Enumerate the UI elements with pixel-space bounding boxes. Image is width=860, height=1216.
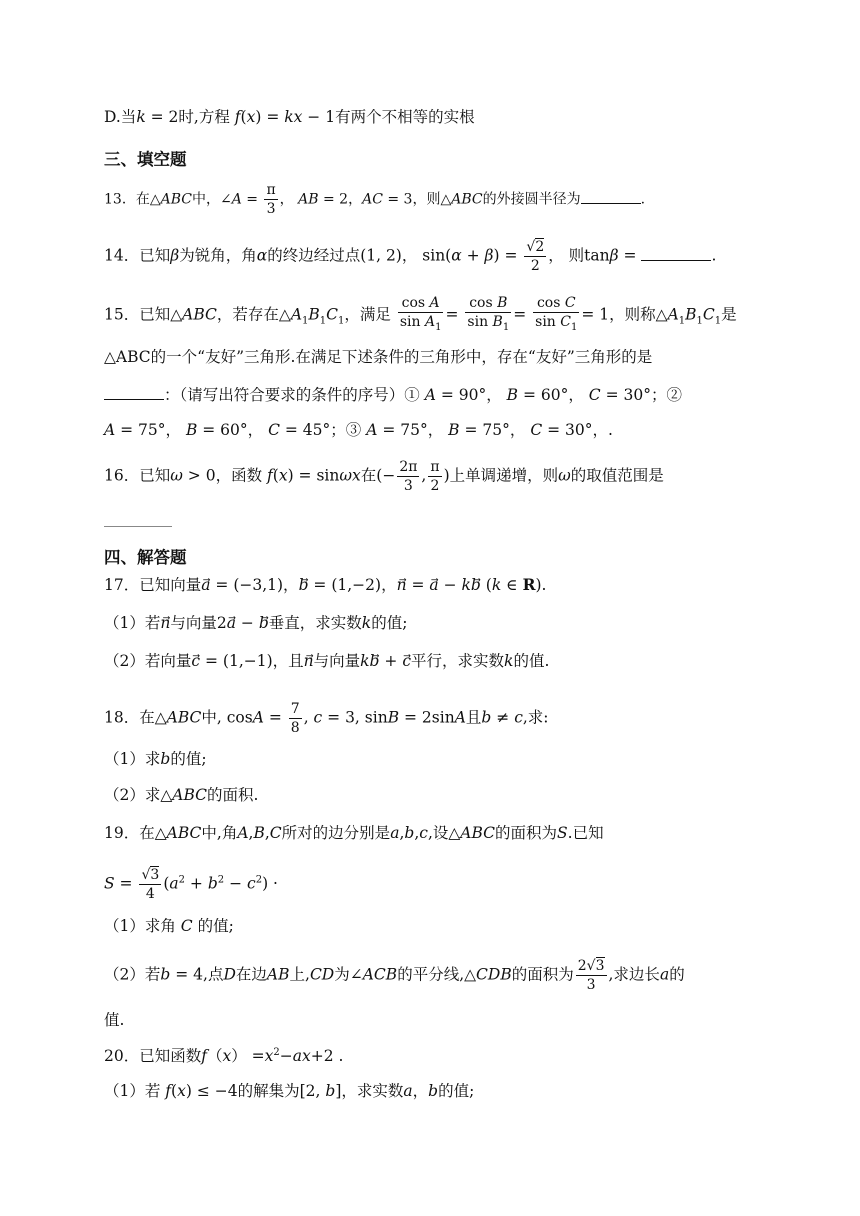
question-19-part-2-end: 值. xyxy=(104,1011,125,1029)
question-17: 17．已知向量a⃗ = (−3,1)，b⃗ = (1,−2)，n⃗ = a⃗ − kb⃗ (k ∈ R). xyxy=(104,575,547,594)
question-19-part-2: （2）若b = 4,点D在边AB上,CD为∠ACB的平分线,△CDB的面积为 $\frac{2√3}{3}$ ,求边长a的 xyxy=(104,958,685,993)
section-heading-solutions: 四、解答题 xyxy=(104,548,187,567)
question-18: 18．在△ABC中, cosA = $\frac{7}{8}$ , c = 3, sinB = 2sinA且b ≠ c,求: xyxy=(104,701,549,736)
question-15-line-2: △ABC的一个“友好”三角形.在满足下述条件的三角形中，存在“友好”三角形的是 xyxy=(104,348,653,366)
question-15-line-4: A = 75°， B = 60°， C = 45°；③ A = 75°， B = 75°， C = 30°，. xyxy=(104,421,613,439)
question-15-line-3: ：（请写出符合要求的条件的序号）① A = 90°， B = 60°， C = 30°；② xyxy=(104,381,768,408)
answer-blank-line xyxy=(104,526,172,527)
question-18-part-2: （2）求△ABC的面积. xyxy=(104,786,259,804)
question-18-part-1: （1）求b的值; xyxy=(104,750,207,768)
question-20-part-1: （1）若 f(x) ≤ −4的解集为[2, b]，求实数a，b的值; xyxy=(104,1082,475,1100)
section-heading-fill-blank: 三、填空题 xyxy=(104,150,187,169)
question-19-part-1: （1）求角 C 的值; xyxy=(104,917,234,935)
question-17-part-2: （2）若向量c⃗ = (1,−1)，且n⃗与向量kb⃗ + c⃗平行，求实数k的值. xyxy=(104,652,550,670)
question-19-formula: S = $\frac{√3}{4}$ $(a^2 + b^2 - c^2)$ · xyxy=(104,867,278,902)
question-19: 19．在△ABC中,角A,B,C所对的边分别是a,b,c,设△ABC的面积为S.已知 xyxy=(104,824,604,842)
question-14: 14．已知β为锐角，角α的终边经过点(1, 2)， sin(α + β) = $\frac{√2}{2}$ ， 则tanβ = . xyxy=(104,239,717,274)
question-17-part-1: （1）若n⃗与向量2a⃗ − b⃗垂直，求实数k的值; xyxy=(104,614,408,632)
question-15-line-1: 15．已知△ABC，若存在$\triangle A_1B_1C_1$，满足 $\frac{\text{cos A}}{\sin A_1}$ = $\frac{\text{cos B}}{\sin B_1}$ = $\frac{\text{cos C}}{\sin C_1}$ = 1，则称$\triangle A_1B_1C_1$是 xyxy=(104,295,737,333)
question-20: 20．已知函数$f(x) =x^2-ax+2$ . xyxy=(104,1047,344,1066)
option-d: D.当k = 2时,方程 f(x) = kx − 1有两个不相等的实根 xyxy=(104,108,475,126)
question-13: 13．在△ABC中，∠A = $\frac{\pi}{3}$ ， AB = 2，AC = 3，则△ABC的外接圆半径为 . xyxy=(104,182,646,217)
question-16: 16．已知ω > 0，函数 f(x) = sinωx在(− $\frac{2\pi}{3}$ , $\frac{\pi}{2}$ )上单调递增，则ω的取值范围是 xyxy=(104,459,664,494)
